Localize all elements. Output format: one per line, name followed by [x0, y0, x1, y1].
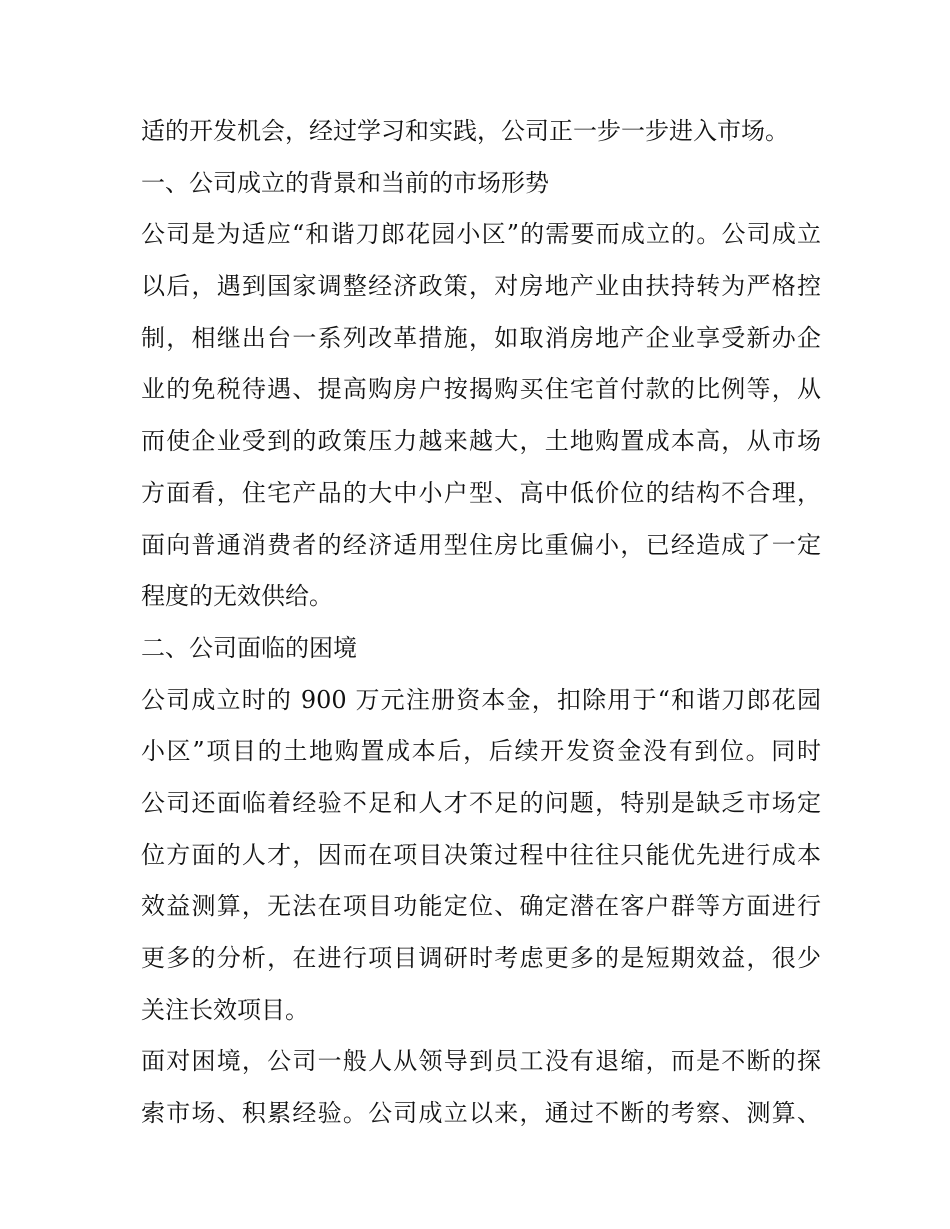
- text-line: 公司是为适应“和谐刀郎花园小区”的需要而成立的。公司成立: [141, 220, 821, 249]
- text-line: 面对困境，公司一般人从领导到员工没有退缩，而是不断的探: [141, 1047, 821, 1076]
- text-line: 程度的无效供给。: [141, 582, 333, 611]
- text-line: 以后，遇到国家调整经济政策，对房地产业由扶持转为严格控: [141, 272, 821, 301]
- text-line: 索市场、积累经验。公司成立以来，通过不断的考察、测算、: [141, 1099, 821, 1128]
- text-line: 更多的分析，在进行项目调研时考虑更多的是短期效益，很少: [141, 944, 821, 972]
- text-line: 适的开发机会，经过学习和实践，公司正一步一步进入市场。: [141, 117, 789, 145]
- text-line: 公司成立时的 900 万元注册资本金，扣除用于“和谐刀郎花园: [141, 685, 821, 714]
- text-line: 公司还面临着经验不足和人才不足的问题，特别是缺乏市场定: [141, 788, 821, 817]
- text-line: 业的免税待遇、提高购房户按揭购买住宅首付款的比例等，从: [141, 375, 821, 404]
- text-line: 位方面的人才，因而在项目决策过程中往往只能优先进行成本: [141, 840, 821, 869]
- text-line: 关注长效项目。: [141, 995, 309, 1024]
- document-body: [141, 106, 821, 1140]
- text-line: 二、公司面临的困境: [141, 633, 357, 662]
- text-line: 面向普通消费者的经济适用型住房比重偏小，已经造成了一定: [141, 530, 821, 559]
- text-line: 小区”项目的土地购置成本后，后续开发资金没有到位。同时: [141, 737, 821, 766]
- text-line: 方面看，住宅产品的大中小户型、高中低价位的结构不合理，: [141, 478, 821, 507]
- text-line: 效益测算，无法在项目功能定位、确定潜在客户群等方面进行: [141, 892, 821, 921]
- text-line: 而使企业受到的政策压力越来越大，土地购置成本高，从市场: [141, 427, 821, 456]
- text-line: 一、公司成立的背景和当前的市场形势: [141, 168, 549, 197]
- text-line: 制，相继出台一系列改革措施，如取消房地产企业享受新办企: [141, 323, 821, 352]
